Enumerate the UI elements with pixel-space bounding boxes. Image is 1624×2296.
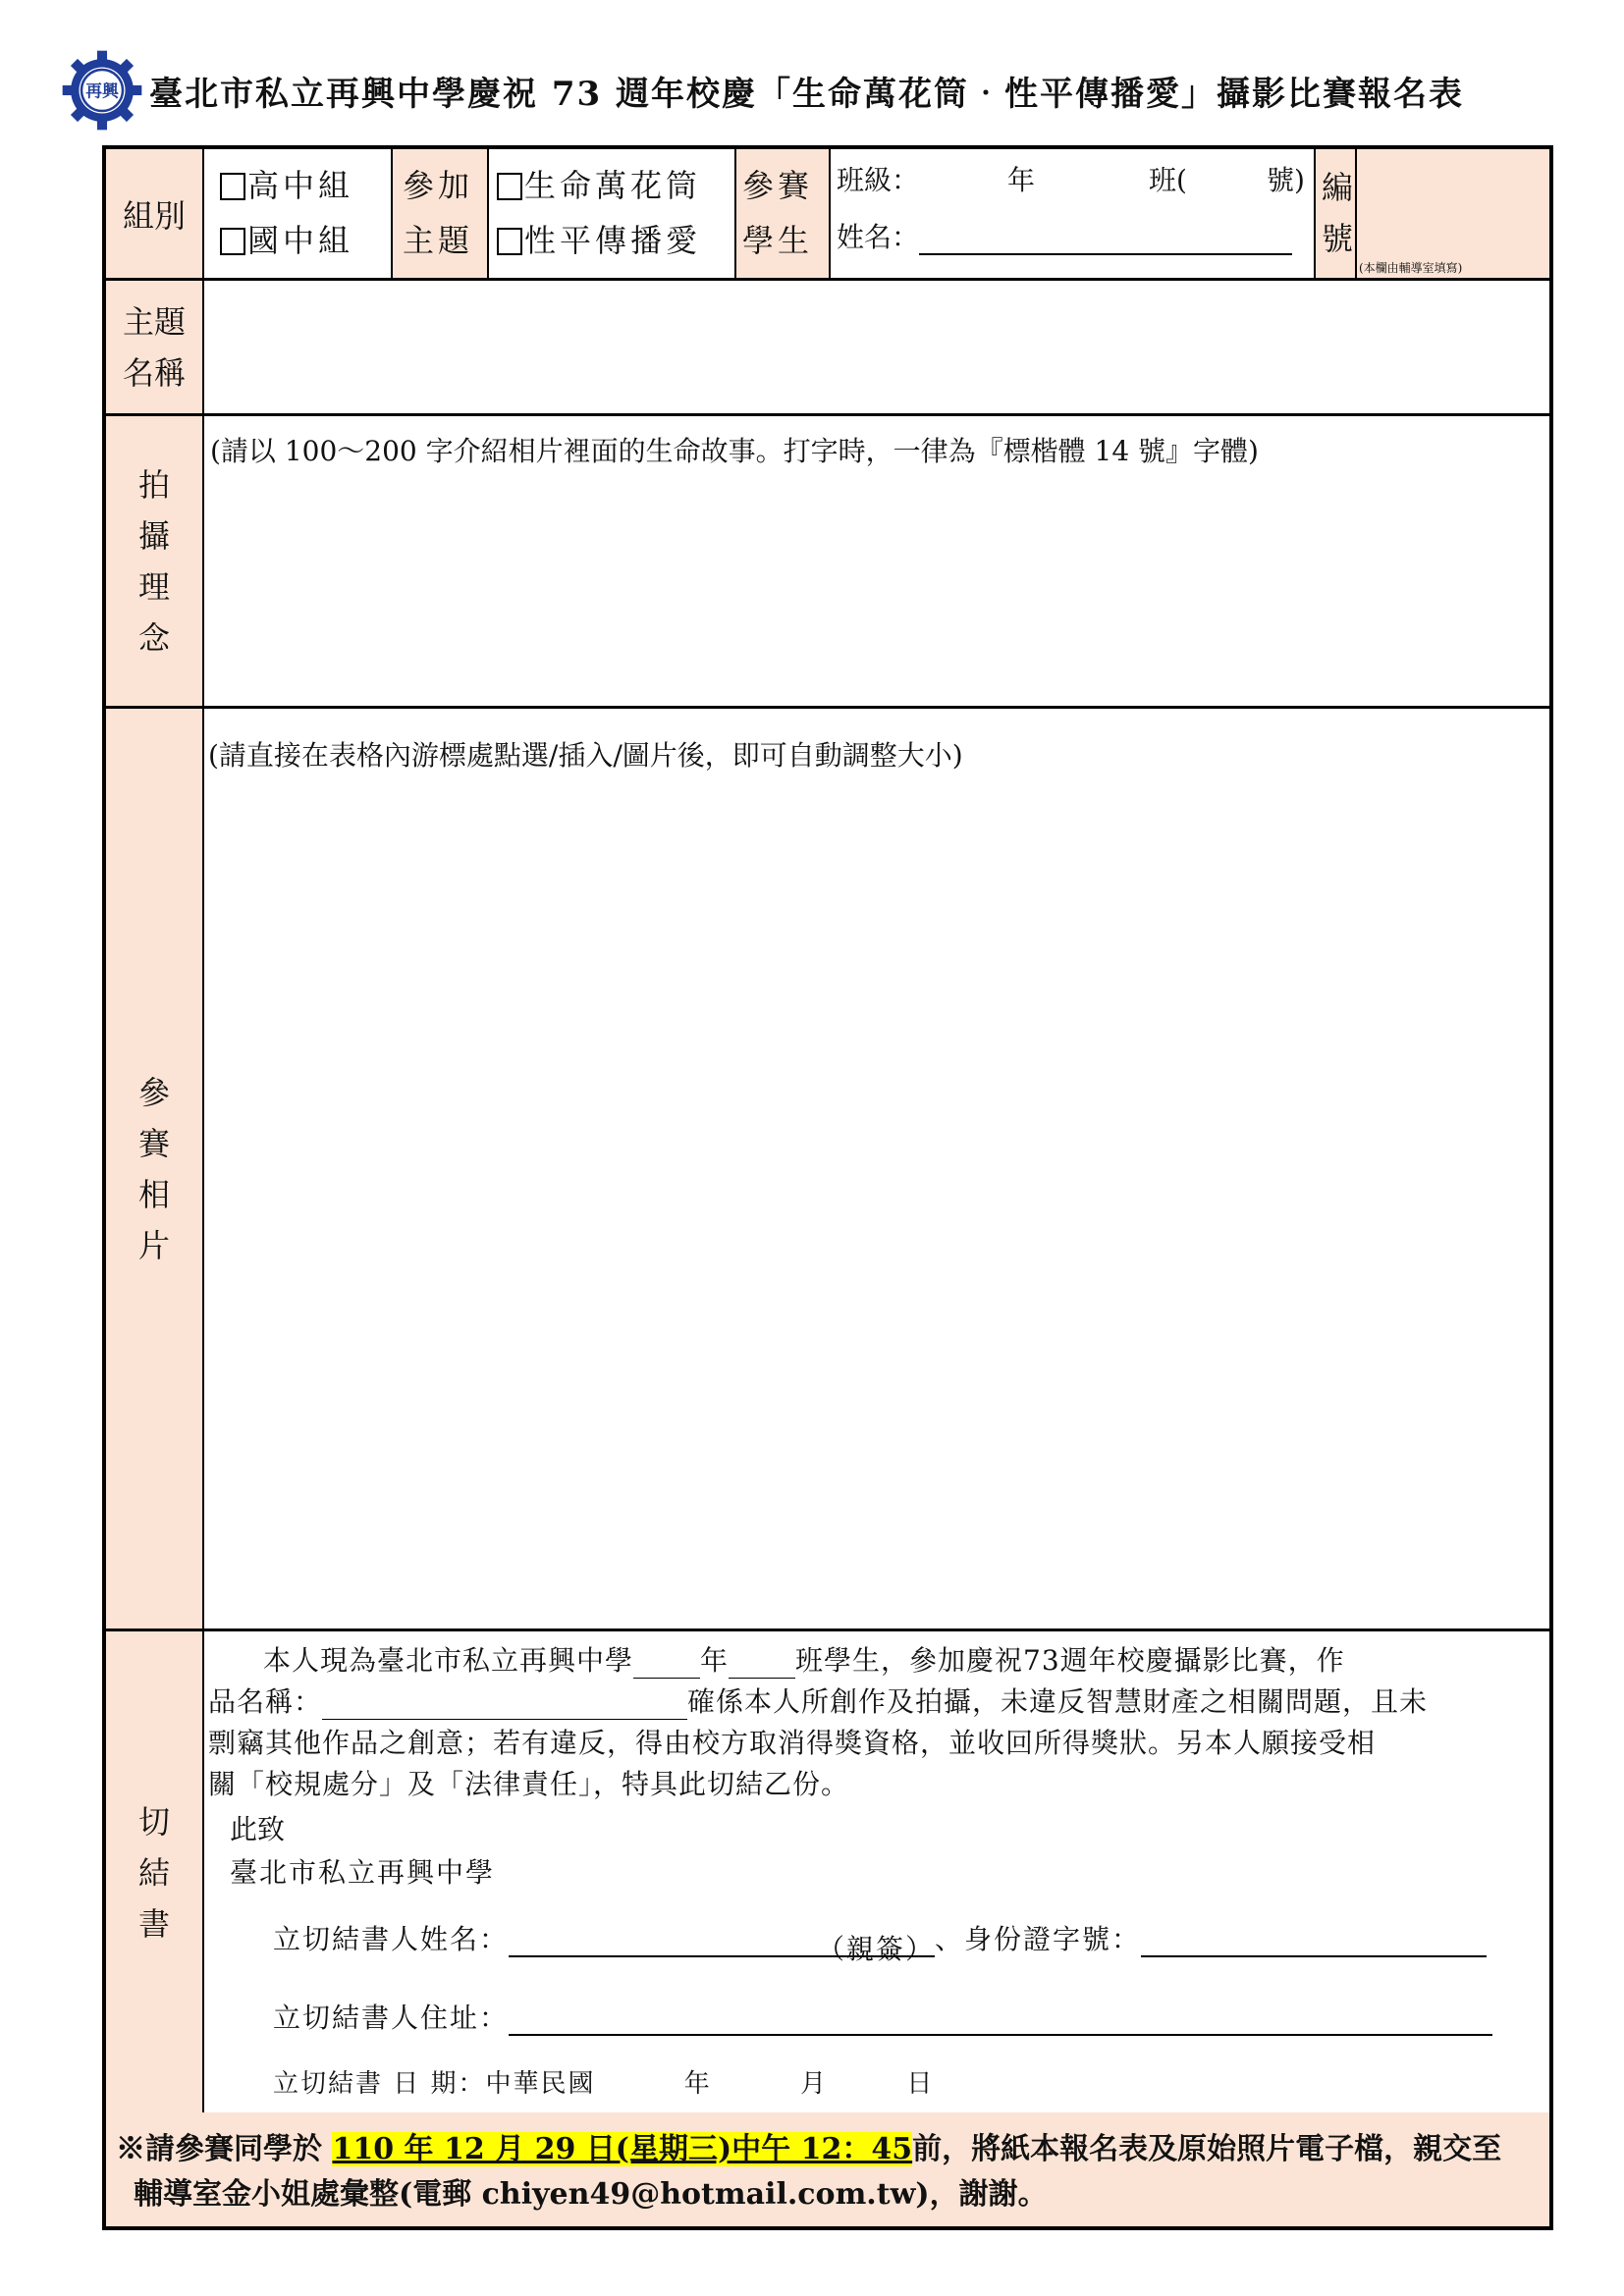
concept-label: 拍攝理念 <box>137 465 170 657</box>
signer-name-input[interactable] <box>509 1928 936 1965</box>
concept-label-cell <box>106 416 204 706</box>
topic-input[interactable] <box>204 281 1549 413</box>
notice-line-1: ※請參賽同學於 110 年 12 月 29 日(星期三)中午 12：45前，將紙本報名表及原始照片電子檔，親交至 <box>116 2132 1502 2166</box>
id-note: (本欄由輔導室填寫) <box>1359 261 1463 275</box>
affidavit-label-cell <box>106 1631 204 2113</box>
row-photo <box>106 709 1549 1631</box>
page-title: 臺北市私立再興中學慶祝 73 週年校慶「生命萬花筒‧性平傳播愛」攝影比賽報名表 <box>149 74 1464 114</box>
topic-label-cell <box>106 281 204 413</box>
date-row: 立切結書 日 期：中華民國 年 月 日 <box>273 2069 935 2099</box>
svg-text:再興: 再興 <box>85 80 119 101</box>
affidavit-line-2: 品名稱： 確係本人所創作及拍攝，未違反智慧財產之相關問題，且未 <box>208 1685 1429 1718</box>
name-underline[interactable] <box>919 228 1292 255</box>
id-number-input[interactable] <box>1141 1928 1487 1957</box>
photo-hint: (請直接在表格內游標處點選/插入/圖片後，即可自動調整大小) <box>208 739 963 772</box>
id-value-cell[interactable] <box>1357 149 1549 278</box>
option-life-kaleidoscope[interactable]: 生命萬花筒 <box>497 161 734 216</box>
group-label-cell <box>106 149 204 278</box>
signer-name-row: 立切結書人姓名： （親簽）、身份證字號： <box>273 1918 1487 1957</box>
signature-note: （親簽） <box>817 1933 936 1965</box>
theme-label-cell: 參加 主題 <box>393 149 489 278</box>
row-affidavit <box>106 1631 1549 2116</box>
work-name-blank[interactable] <box>322 1695 687 1720</box>
row-topic-name <box>106 281 1549 416</box>
concept-input[interactable] <box>204 416 1549 706</box>
checkbox[interactable] <box>497 228 522 255</box>
option-gender-equality[interactable]: 性平傳播愛 <box>497 216 734 261</box>
affidavit-body <box>204 1631 1549 2113</box>
deadline-highlight: 110 年 12 月 29 日(星期三)中午 12：45 <box>332 2132 913 2166</box>
name-field[interactable]: 姓名： <box>837 216 1314 255</box>
option-senior-high[interactable]: 高中組 <box>220 161 391 216</box>
class-field[interactable]: 班級： 年 班( 號) <box>837 164 1305 196</box>
id-label-cell: 編 號 <box>1316 149 1357 278</box>
page-header <box>61 51 1593 130</box>
submission-notice <box>106 2112 1549 2226</box>
class-blank[interactable] <box>729 1654 795 1679</box>
checkbox[interactable] <box>220 228 245 255</box>
photo-label-cell <box>106 709 204 1629</box>
photo-input-area[interactable] <box>204 709 1549 1629</box>
salutation: 此致 <box>230 1813 286 1845</box>
affidavit-line-4: 關「校規處分」及「法律責任」，特具此切結乙份。 <box>208 1768 850 1800</box>
row-concept <box>106 416 1549 709</box>
group-label: 組別 <box>122 196 186 235</box>
year-blank[interactable] <box>633 1654 700 1679</box>
school-logo-icon <box>61 49 143 132</box>
address-input[interactable] <box>509 2006 1492 2036</box>
affidavit-label: 切結書 <box>137 1802 170 1943</box>
photo-label: 參賽相片 <box>137 1073 170 1264</box>
topic-label: 主題名稱 <box>123 302 187 392</box>
affidavit-line-3: 剽竊其他作品之創意；若有違反，得由校方取消得獎資格，並收回所得獎狀。另本人願接受相 <box>208 1727 1377 1759</box>
registration-form <box>102 145 1553 2230</box>
address-row: 立切結書人住址： <box>273 1997 1492 2036</box>
group-options-cell <box>204 149 393 278</box>
row-basic-info <box>106 149 1549 281</box>
option-junior-high[interactable]: 國中組 <box>220 216 391 261</box>
checkbox[interactable] <box>220 173 245 200</box>
notice-line-2: 輔導室金小姐處彙整(電郵 chiyen49@hotmail.com.tw)，謝謝。 <box>134 2177 1048 2212</box>
affidavit-line-1: 本人現為臺北市私立再興中學 年 班學生，參加慶祝73週年校慶攝影比賽，作 <box>263 1644 1345 1677</box>
concept-hint: (請以 100～200 字介紹相片裡面的生命故事。打字時，一律為『標楷體 14 號』字體) <box>210 435 1259 467</box>
recipient: 臺北市私立再興中學 <box>230 1856 496 1889</box>
student-info-cell <box>831 149 1316 278</box>
theme-options-cell <box>489 149 736 278</box>
checkbox[interactable] <box>497 173 522 200</box>
student-label-cell: 參賽 學生 <box>736 149 831 278</box>
